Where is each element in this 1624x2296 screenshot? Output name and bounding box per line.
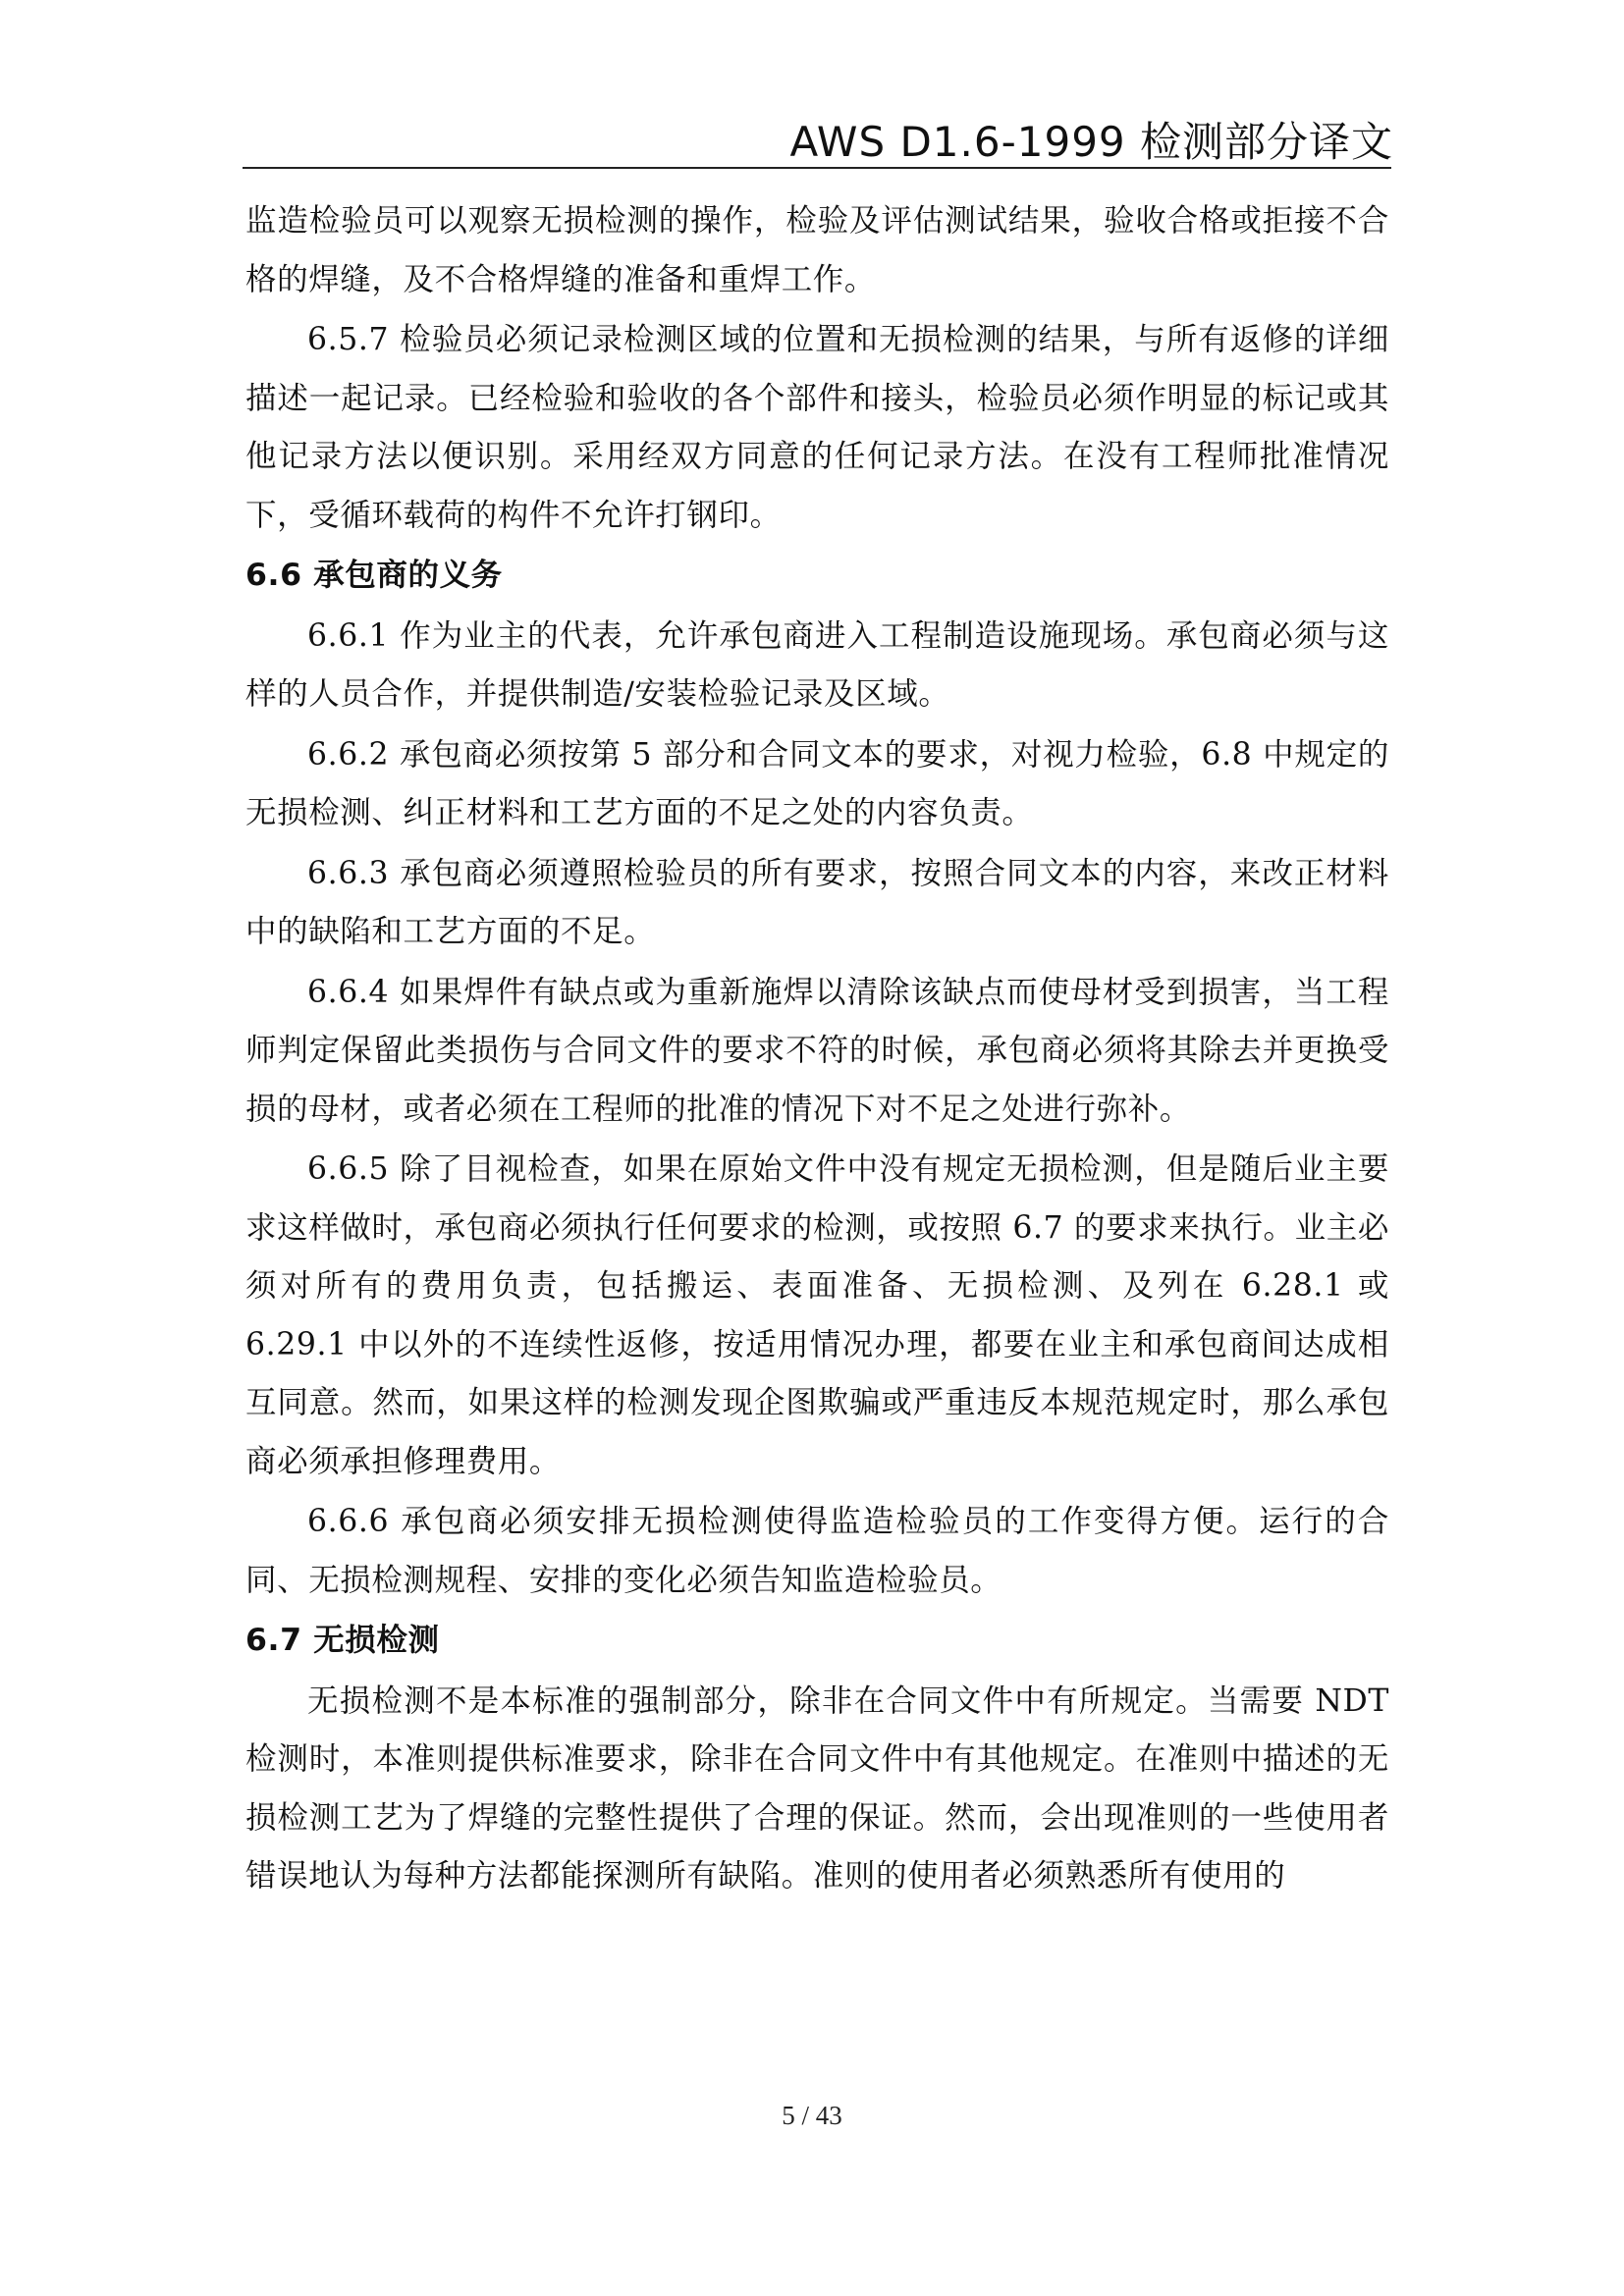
paragraph-6-6-5: 6.6.5 除了目视检查，如果在原始文件中没有规定无损检测，但是随后业主要求这样做时，承包商必须执行任何要求的检测，或按照 6.7 的要求来执行。业主必须对所有的费用负责，包括搬运、表面准备、无损检测、及列在 6.28.1 或 6.29.1 中以外的不连续性返修，按适用情况办理，都要在业主和承包商间达成相互同意。然而，如果这样的检测发现企图欺骗或严重违反本规范规定时，那么承包商必须承担修理费用。 xyxy=(245,1151,1389,1479)
header-divider xyxy=(243,167,1391,169)
paragraph-6-6-4: 6.6.4 如果焊件有缺点或为重新施焊以清除该缺点而使母材受到损害，当工程师判定保留此类损伤与合同文件的要求不符的时候，承包商必须将其除去并更换受损的母材，或者必须在工程师的批准的情况下对不足之处进行弥补。 xyxy=(245,974,1389,1127)
section-heading-6-7: 6.7 无损检测 xyxy=(245,1623,440,1658)
paragraph-6-6-2: 6.6.2 承包商必须按第 5 部分和合同文本的要求，对视力检验，6.8 中规定的无损检测、纠正材料和工艺方面的不足之处的内容负责。 xyxy=(245,736,1389,830)
paragraph-6-7-intro: 无损检测不是本标准的强制部分，除非在合同文件中有所规定。当需要 NDT 检测时，本准则提供标准要求，除非在合同文件中有其他规定。在准则中描述的无损检测工艺为了焊缝的完整性提供了合理的保证。然而，会出现准则的一些使用者错误地认为每种方法都能探测所有缺陷。准则的使用者必须熟悉所有使用的 xyxy=(245,1682,1389,1894)
page-number: 5 / 43 xyxy=(782,2101,842,2130)
paragraph-continuation: 监造检验员可以观察无损检测的操作，检验及评估测试结果，验收合格或拒接不合格的焊缝，及不合格焊缝的准备和重焊工作。 xyxy=(245,203,1389,297)
paragraph-6-6-6: 6.6.6 承包商必须安排无损检测使得监造检验员的工作变得方便。运行的合同、无损检测规程、安排的变化必须告知监造检验员。 xyxy=(245,1504,1389,1598)
paragraph-6-6-3: 6.6.3 承包商必须遵照检验员的所有要求，按照合同文本的内容，来改正材料中的缺陷和工艺方面的不足。 xyxy=(245,855,1389,949)
document-body xyxy=(245,192,1389,1908)
paragraph-6-5-7: 6.5.7 检验员必须记录检测区域的位置和无损检测的结果，与所有返修的详细描述一起记录。已经检验和验收的各个部件和接头，检验员必须作明显的标记或其他记录方法以便识别。采用经双方同意的任何记录方法。在没有工程师批准情况下，受循环载荷的构件不允许打钢印。 xyxy=(245,322,1389,533)
page-header-title: AWS D1.6-1999 检测部分译文 xyxy=(789,118,1393,166)
paragraph-6-6-1: 6.6.1 作为业主的代表，允许承包商进入工程制造设施现场。承包商必须与这样的人员合作，并提供制造/安装检验记录及区域。 xyxy=(245,617,1389,712)
section-heading-6-6: 6.6 承包商的义务 xyxy=(245,558,503,593)
